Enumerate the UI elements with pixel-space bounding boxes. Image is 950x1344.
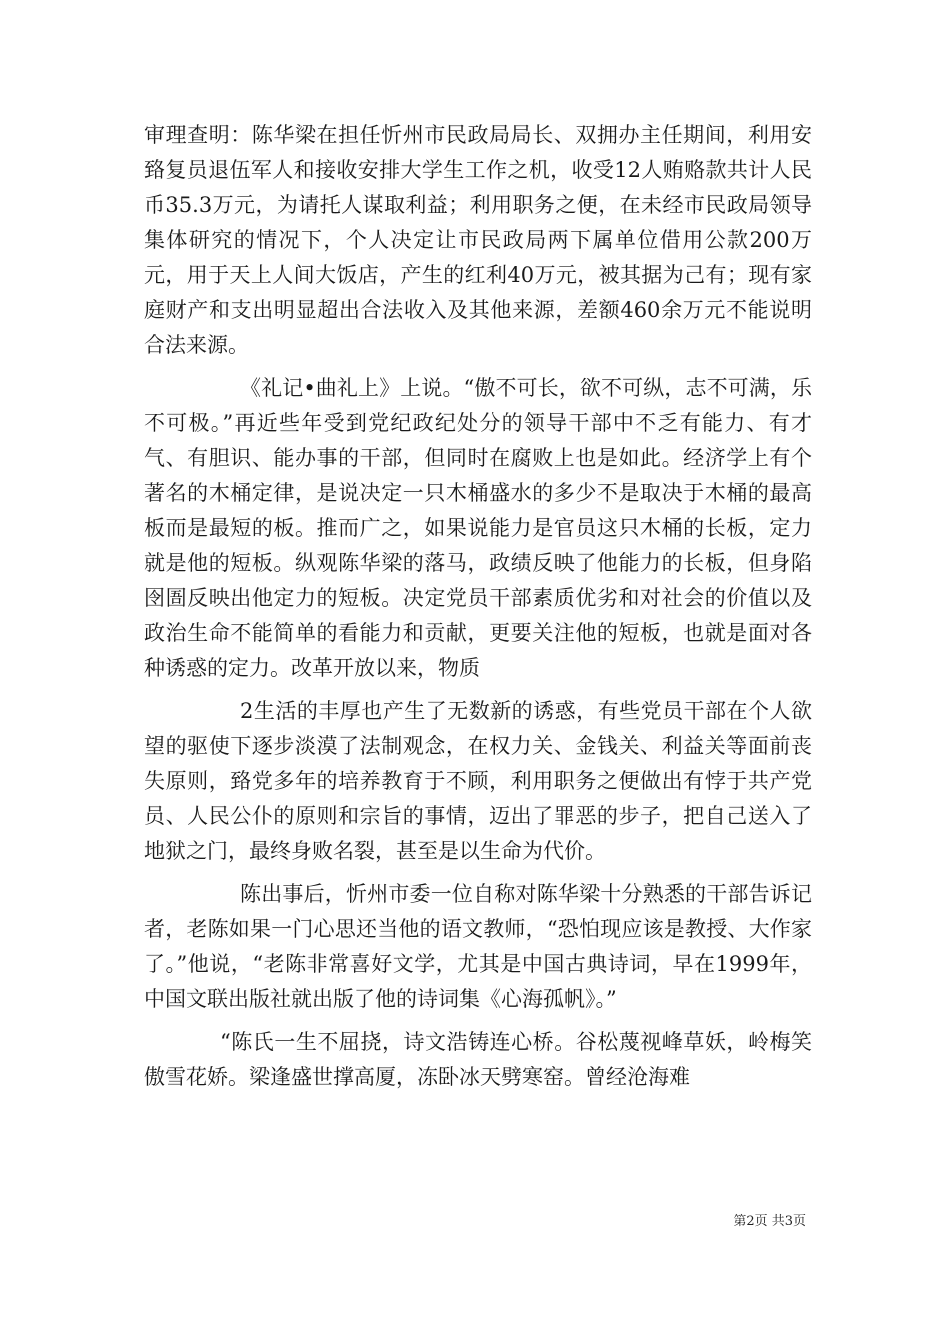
page-number-footer: 第2页 共3页: [733, 1214, 806, 1229]
document-body: [144, 118, 812, 1103]
paragraph-colleague-quote: 陈出事后，忻州市委一位自称对陈华梁十分熟悉的干部告诉记者，老陈如果一门心思还当他的语文教师，“恐怕现应该是教授、大作家了。”他说，“老陈非常喜好文学，尤其是中国古典诗词，早在1999年，中国文联出版社就出版了他的诗词集《心海孤帆》。”: [144, 882, 812, 1011]
paragraph-liji: 《礼记•曲礼上》上说。“傲不可长，欲不可纵，志不可满，乐不可极。”再近些年受到党纪政纪处分的领导干部中不乏有能力、有才气、有胆识、能办事的干部，但同时在腐败上也是如此。经济学上有个著名的木桶定律，是说决定一只木桶盛水的多少不是取决于木桶的最高板而是最短的板。推而广之，如果说能力是官员这只木桶的长板，定力就是他的短板。纵观陈华梁的落马，政绩反映了他能力的长板，但身陷囹圄反映出他定力的短板。决定党员干部素质优劣和对社会的价值以及政治生命不能简单的看能力和贡献，更要关注他的短板，也就是面对各种诱惑的定力。改革开放以来，物质: [144, 376, 812, 680]
paragraph-temptation: 2生活的丰厚也产生了无数新的诱惑，有些党员干部在个人欲望的驱使下逐步淡漠了法制观念，在权力关、金钱关、利益关等面前丧失原则，臵党多年的培养教育于不顾，利用职务之便做出有悖于共产党员、人民公仆的原则和宗旨的事情，迈出了罪恶的步子，把自己送入了地狱之门，最终身败名裂，甚至是以生命为代价。: [144, 699, 812, 863]
paragraph-poem: “陈氏一生不屈挠，诗文浩铸连心桥。谷松蔑视峰草妖，岭梅笑傲雪花娇。梁逢盛世撑高厦，冻卧冰天劈寒窑。曾经沧海难: [144, 1030, 812, 1089]
paragraph-verdict: 审理查明：陈华梁在担任忻州市民政局局长、双拥办主任期间，利用安臵复员退伍军人和接收安排大学生工作之机，收受12人贿赂款共计人民币35.3万元，为请托人谋取利益；利用职务之便，在未经市民政局领导集体研究的情况下，个人决定让市民政局两下属单位借用公款200万元，用于天上人间大饭店，产生的红利40万元，被其据为己有；现有家庭财产和支出明显超出合法收入及其他来源，差额460余万元不能说明合法来源。: [144, 123, 812, 357]
